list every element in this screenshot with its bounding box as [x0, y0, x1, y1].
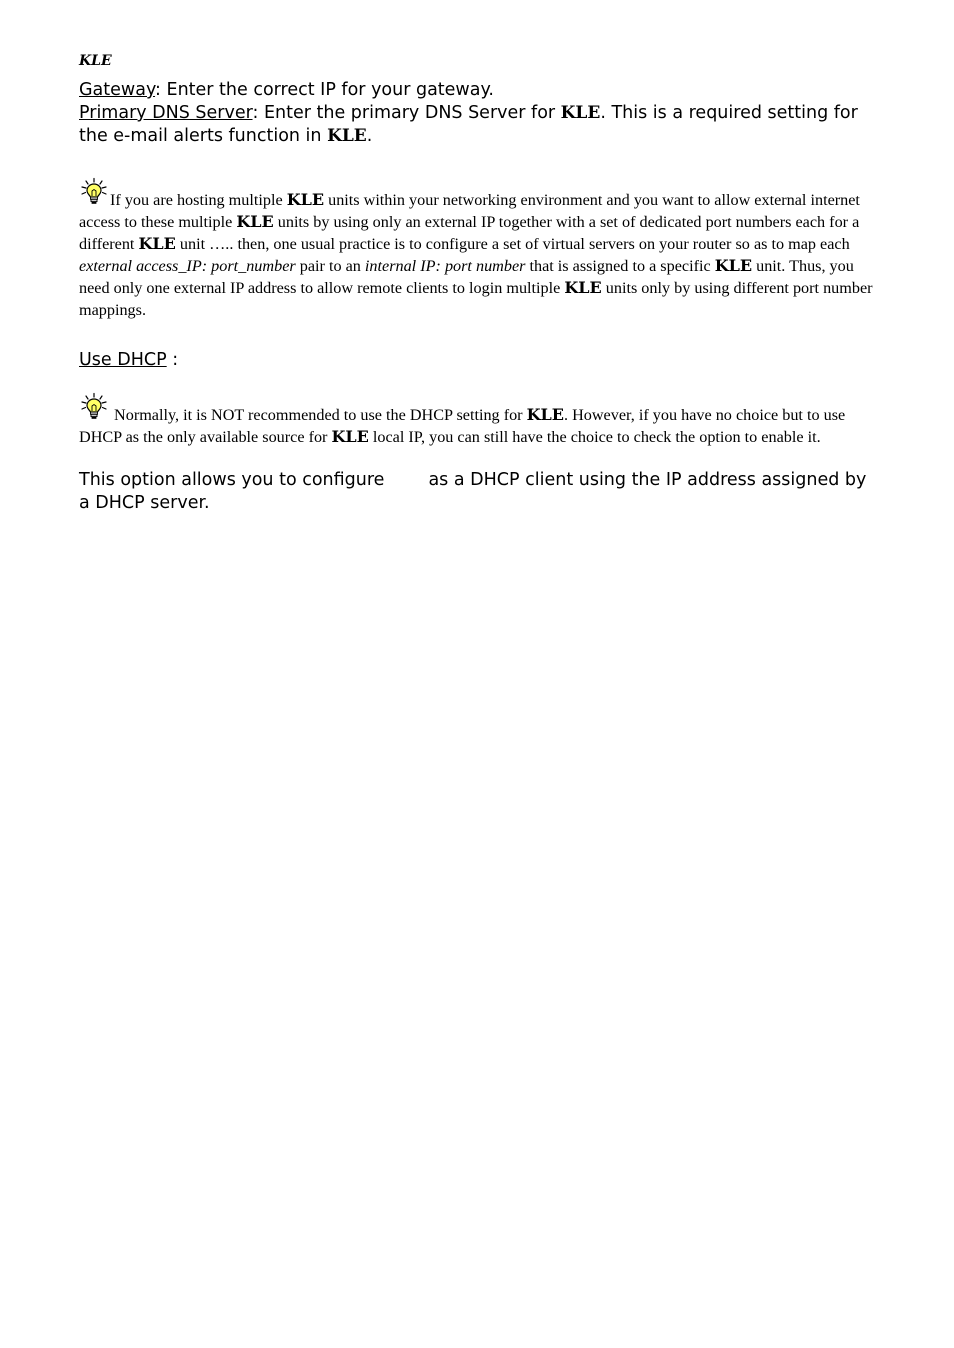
tip-text: unit. Thus, you need only one external IP address to allow remote clients to login multiple [79, 257, 854, 297]
tip-text: . However, if you have no choice but to use DHCP as the only available source for [79, 406, 846, 446]
tip-text: unit ….. then, one usual practice is to configure a set of virtual servers on your router so as to map each [175, 235, 850, 253]
tip-text: that is assigned to a specific [525, 257, 715, 275]
tip-text: local IP, you can still have the choice to check the option to enable it. [368, 428, 821, 446]
dhcp-suffix: : [166, 350, 179, 370]
dns-setting [79, 102, 879, 148]
product-name: KLE [286, 190, 325, 209]
tip-text: units only by using different port number mappings. [79, 279, 873, 319]
gateway-setting [79, 79, 879, 102]
product-name: KLE [327, 126, 367, 146]
product-name: KLE [236, 212, 274, 231]
document-page [79, 50, 879, 515]
option-text: as a DHCP client using the IP address assigned by a DHCP server. [79, 470, 867, 513]
product-name: KLE [526, 405, 564, 424]
dhcp-label: Use DHCP [79, 350, 167, 370]
tip-text: pair to an [295, 257, 365, 275]
gateway-text: : Enter the correct IP for your gateway. [155, 80, 494, 100]
lightbulb-icon [79, 177, 109, 207]
settings-block [79, 79, 879, 148]
gateway-label: Gateway [79, 80, 156, 100]
tip-text: Normally, it is NOT recommended to use the DHCP setting for [110, 406, 527, 424]
tip-dhcp [79, 392, 879, 448]
option-text: This option allows you to configure [79, 470, 385, 490]
tip-text: If you are hosting multiple [110, 191, 287, 209]
product-name: KLE [714, 256, 753, 275]
dns-text: . [366, 126, 373, 146]
lightbulb-icon [79, 392, 109, 422]
tip-text: units within your networking environment and you want to allow external internet access to these multiple [79, 191, 860, 231]
product-name: KLE [138, 234, 176, 253]
page-header: KLE [79, 53, 112, 69]
product-name: KLE [560, 103, 601, 123]
dns-text: . This is a required setting for the e-mail alerts function in [79, 103, 858, 146]
tip-text: units by using only an external IP together with a set of dedicated port numbers each for a different [79, 213, 860, 253]
dns-label: Primary DNS Server [79, 103, 253, 123]
tip-emphasis: internal IP: port number [364, 257, 526, 275]
dhcp-setting [79, 349, 879, 372]
dns-text: : Enter the primary DNS Server for [252, 103, 561, 123]
dhcp-option-description [79, 469, 879, 515]
product-name: KLE [331, 427, 369, 446]
product-name: KLE [564, 278, 602, 297]
tip-emphasis: external access_IP: port_number [79, 257, 296, 275]
tip-virtual-servers [79, 177, 879, 321]
